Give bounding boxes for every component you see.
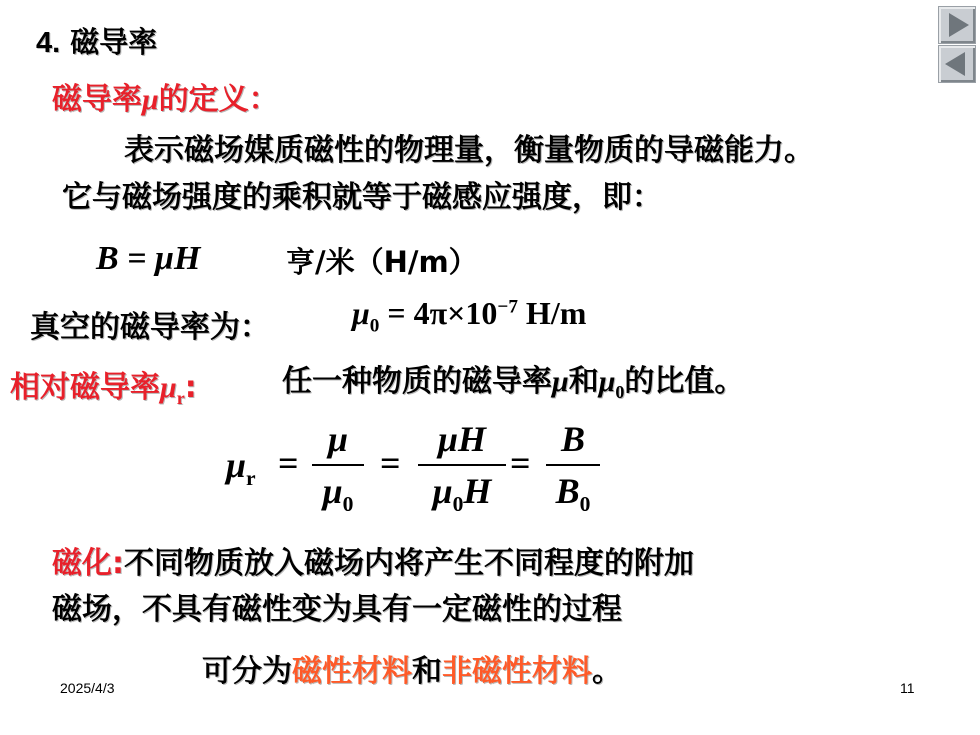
magnetization-line-1: 磁化:不同物质放入磁场内将产生不同程度的附加 (52, 546, 694, 581)
play-left-icon (939, 46, 975, 82)
relative-permeability-label: 相对磁导率$\mu_r$: (10, 370, 197, 408)
fraction-muh-over-mu0h: μH $\mu_0H$ (418, 418, 506, 517)
definition-heading: 磁导率μ的定义： (52, 82, 279, 117)
permeability-unit: 亨/米（H/m） (286, 245, 478, 279)
definition-line-1: 表示磁场媒质磁性的物理量，衡量物质的导磁能力。 (124, 133, 814, 168)
footer-date: 2025/4/3 (60, 680, 115, 696)
vacuum-permeability-label: 真空的磁导率为： (30, 310, 270, 345)
fraction-bar (312, 464, 364, 466)
fraction-bar (546, 464, 600, 466)
equals-sign-2: = (380, 443, 401, 483)
vacuum-permeability-formula: $\mu_0 = 4\pi\times 10^{-7}$ H/m (352, 295, 587, 337)
equals-sign-1: = (278, 443, 299, 483)
next-slide-button[interactable] (938, 6, 976, 44)
slide-number: 11 (900, 680, 915, 696)
fraction-b-over-b0: B $B_0$ (546, 418, 600, 517)
magnetization-line-2: 磁场，不具有磁性变为具有一定磁性的过程 (52, 592, 622, 627)
fraction-mu-over-mu0: μ $\mu_0$ (312, 418, 364, 517)
relative-permeability-description: 任一种物质的磁导率μ和$\mu_0$的比值。 (282, 364, 745, 402)
formula-b-mu-h: B = μH (96, 240, 201, 277)
play-right-icon (939, 7, 975, 43)
classification-line: 可分为磁性材料和非磁性材料。 (202, 654, 622, 689)
ratio-lhs: $\mu_r$ (226, 445, 256, 491)
fraction-bar (418, 464, 506, 466)
equals-sign-3: = (510, 443, 531, 483)
previous-slide-button[interactable] (938, 45, 976, 83)
definition-line-2: 它与磁场强度的乘积就等于磁感应强度，即： (62, 180, 662, 215)
slide-title: 4. 磁导率 (36, 25, 158, 59)
